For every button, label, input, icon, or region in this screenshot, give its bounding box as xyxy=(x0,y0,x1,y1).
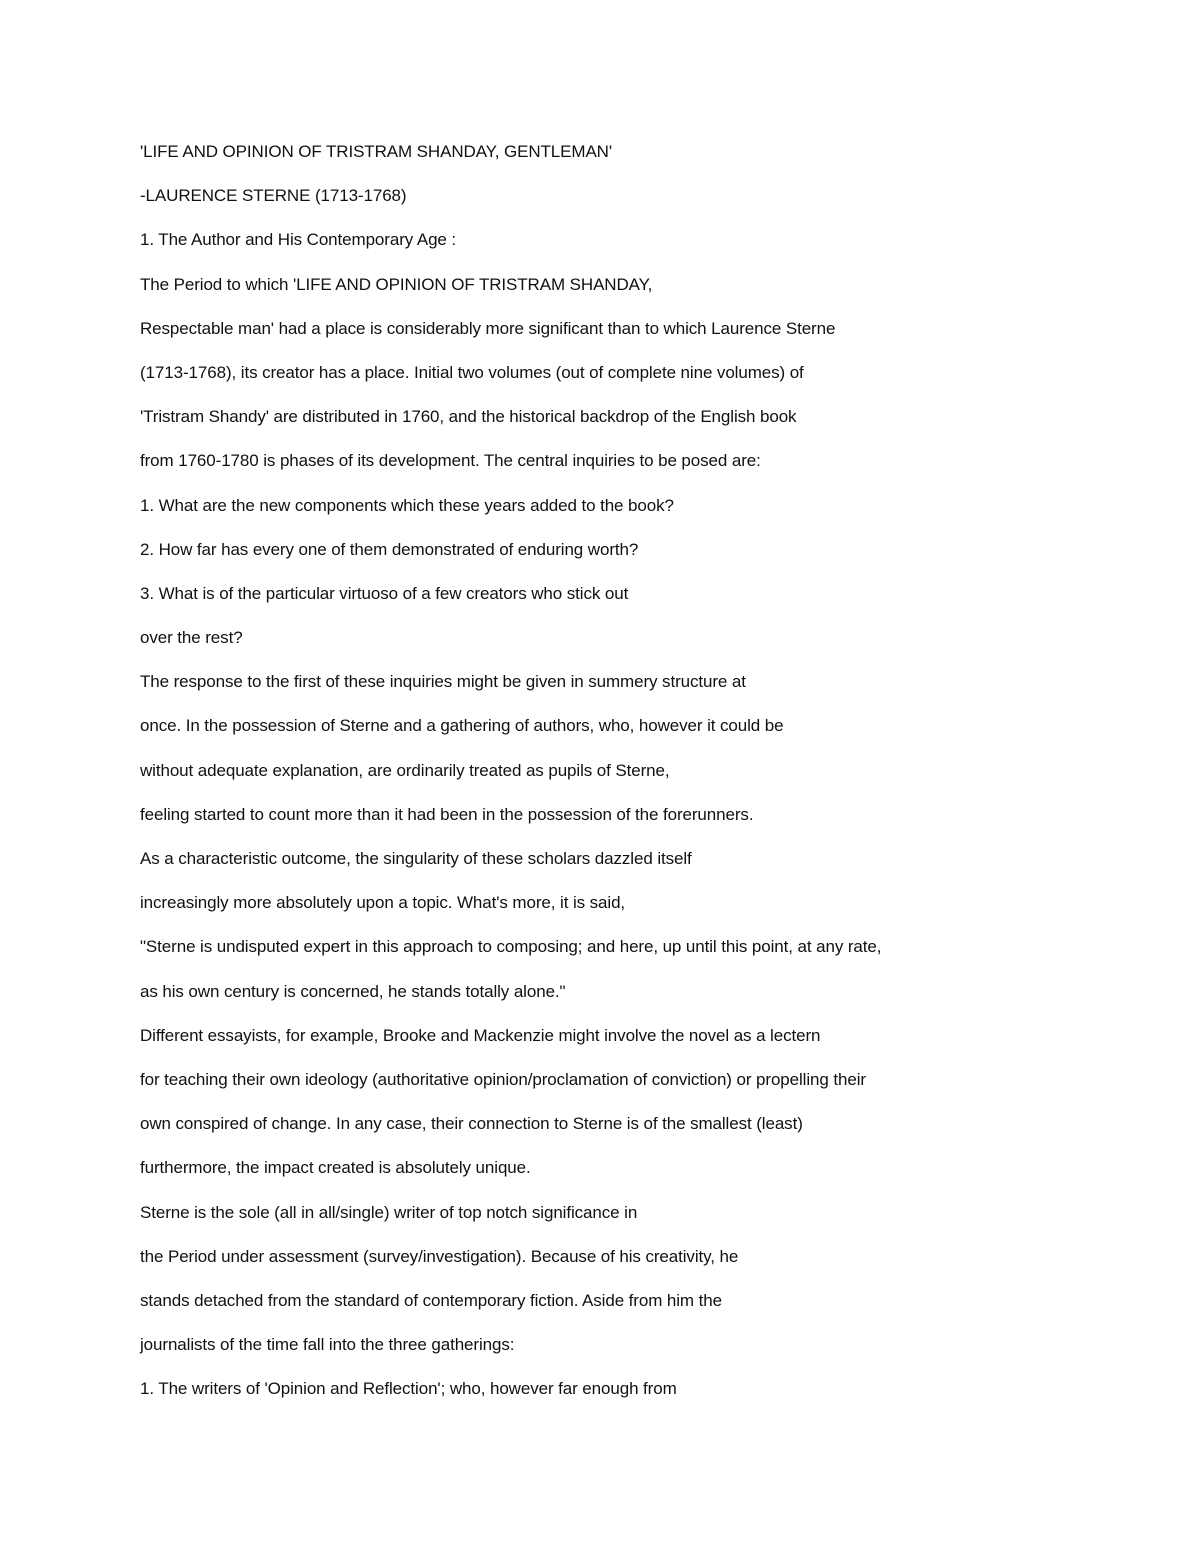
body-line: (1713-1768), its creator has a place. Initial two volumes (out of complete nine volumes) of xyxy=(140,362,804,382)
quote-line: as his own century is concerned, he stands totally alone." xyxy=(140,981,566,1001)
body-line: own conspired of change. In any case, their connection to Sterne is of the smallest (least) xyxy=(140,1114,803,1134)
body-line: for teaching their own ideology (authoritative opinion/proclamation of conviction) or propelling their xyxy=(140,1069,866,1089)
body-line: journalists of the time fall into the three gatherings: xyxy=(140,1335,515,1355)
question-line: 3. What is of the particular virtuoso of a few creators who stick out xyxy=(140,583,629,603)
body-line: 'Tristram Shandy' are distributed in 1760, and the historical backdrop of the English book xyxy=(140,407,797,427)
body-line: feeling started to count more than it had been in the possession of the forerunners. xyxy=(140,804,754,824)
body-line: without adequate explanation, are ordinarily treated as pupils of Sterne, xyxy=(140,760,670,780)
body-line: furthermore, the impact created is absolutely unique. xyxy=(140,1158,531,1178)
body-line: stands detached from the standard of contemporary fiction. Aside from him the xyxy=(140,1290,722,1310)
body-line: once. In the possession of Sterne and a gathering of authors, who, however it could be xyxy=(140,716,784,736)
body-line: As a characteristic outcome, the singularity of these scholars dazzled itself xyxy=(140,849,692,868)
body-line: Sterne is the sole (all in all/single) writer of top notch significance in xyxy=(140,1202,638,1222)
body-line: The response to the first of these inquiries might be given in summery structure at xyxy=(140,672,746,692)
quote-line: "Sterne is undisputed expert in this approach to composing; and here, up until this point, at any rate, xyxy=(140,937,882,957)
question-line: 2. How far has every one of them demonstrated of enduring worth? xyxy=(140,539,639,559)
body-line: The Period to which 'LIFE AND OPINION OF TRISTRAM SHANDAY, xyxy=(140,274,653,294)
body-line: Different essayists, for example, Brooke and Mackenzie might involve the novel as a lectern xyxy=(140,1025,821,1045)
section-heading: 1. The Author and His Contemporary Age : xyxy=(140,230,457,250)
body-line: increasingly more absolutely upon a topic. What's more, it is said, xyxy=(140,893,626,913)
body-line: Respectable man' had a place is considerably more significant than to which Laurence Sterne xyxy=(140,318,836,338)
body-line: the Period under assessment (survey/investigation). Because of his creativity, he xyxy=(140,1246,739,1266)
document-body xyxy=(140,140,1060,1421)
document-author: -LAURENCE STERNE (1713-1768) xyxy=(140,186,407,206)
list-item-line: 1. The writers of 'Opinion and Reflection'; who, however far enough from xyxy=(140,1379,677,1399)
question-line: 1. What are the new components which these years added to the book? xyxy=(140,495,674,515)
document-title: 'LIFE AND OPINION OF TRISTRAM SHANDAY, GENTLEMAN' xyxy=(140,142,613,161)
body-line: from 1760-1780 is phases of its development. The central inquiries to be posed are: xyxy=(140,451,761,471)
question-line: over the rest? xyxy=(140,628,243,648)
